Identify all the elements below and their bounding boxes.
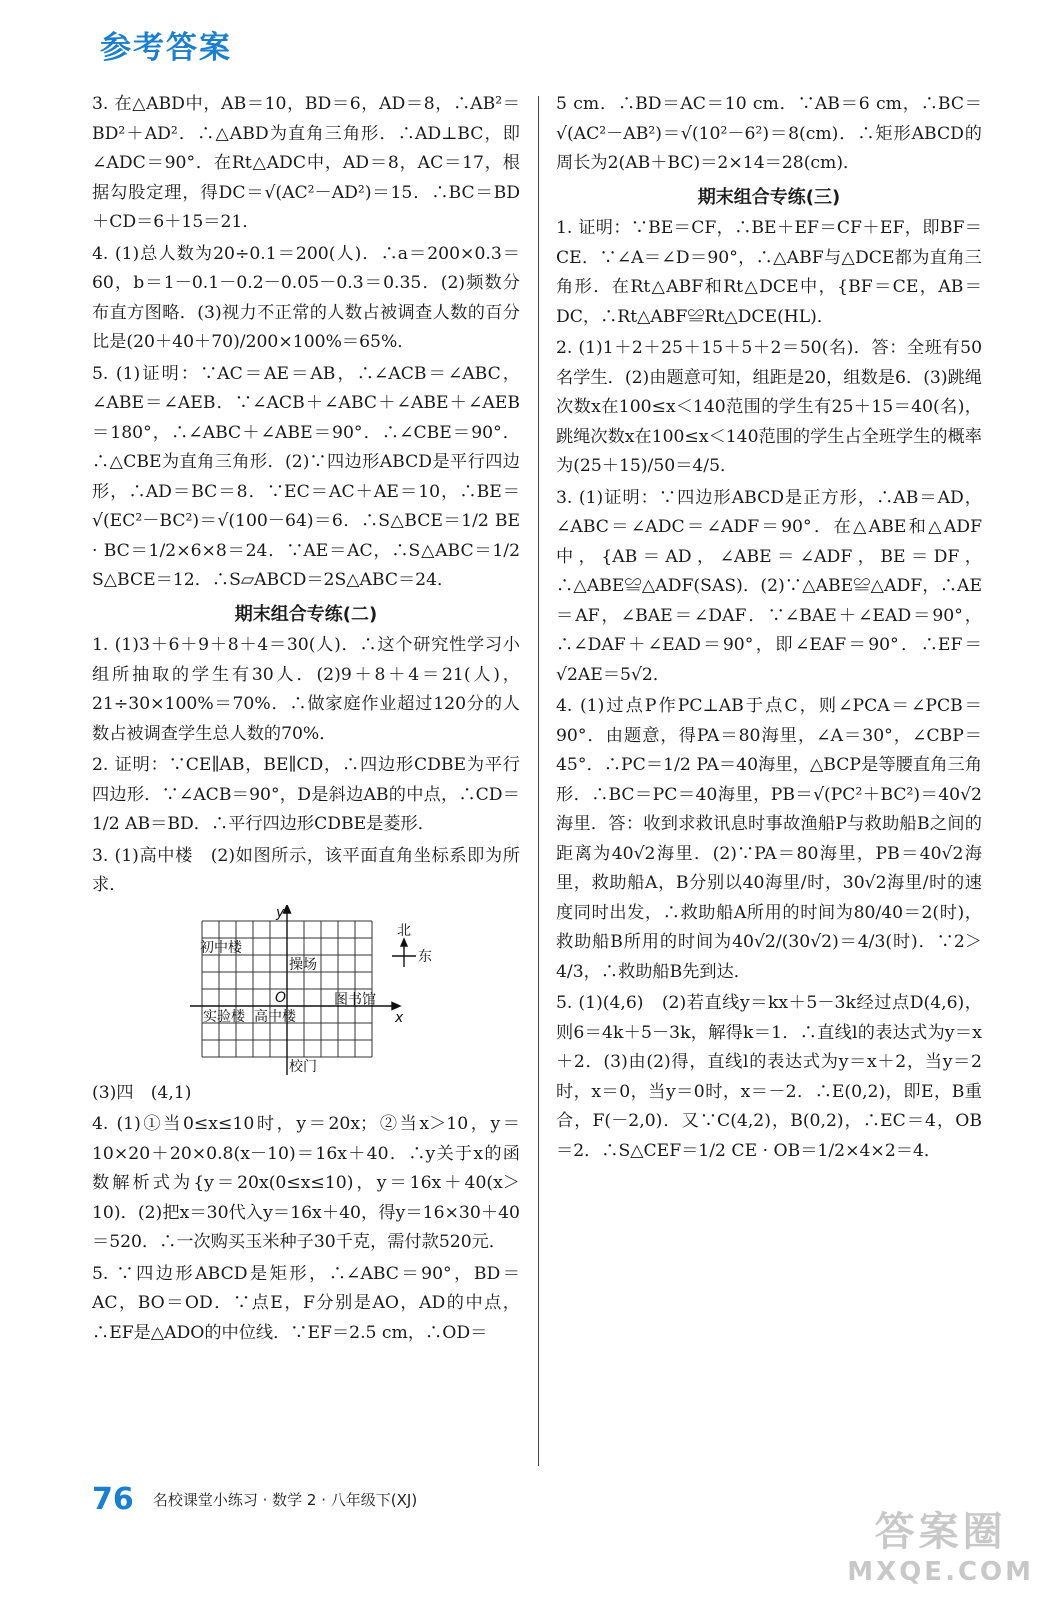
watermark-text: 答案圈 (874, 1509, 1007, 1555)
answer-block: 2. 证明：∵CE∥AB，BE∥CD，∴四边形CDBE为平行四边形．∵∠ACB＝90°，D是斜边AB的中点，∴CD＝1/2 AB＝BD．∴平行四边形CDBE是菱形． (92, 755, 520, 834)
answer-block: 5. (1)(4,6) (2)若直线y＝kx＋5－3k经过点D(4,6)，则6＝4k＋5－3k，解得k＝1．∴直线l的表达式为y＝x＋2．(3)由(2)得，直线l的表达式为y＝x＋2，当y＝2时，x＝0，当y＝0时，x＝－2．∴E(0,2)，即E，B重合，F(－2,0)．又∵C(4,2)，B(0,2)，∴EC＝4，OB＝2．∴S△CEF＝1/2 CE · OB＝1/2×4×2＝4． (556, 993, 982, 1161)
answer-block: 3. (1)高中楼 (2)如图所示，该平面直角坐标系即为所求． (92, 845, 520, 895)
right-column (556, 90, 982, 1168)
book-title: 名校课堂小练习 · 数学 2 · 八年级下(XJ) (152, 1491, 418, 1509)
answer-block: 1. (1)3＋6＋9＋8＋4＝30(人)．∴这个研究性学习小组所抽取的学生有30人．(2)9＋8＋4＝21(人)，21÷30×100%＝70%．∴做家庭作业超过120分的人数占被调查学生总人数的70%． (92, 635, 520, 744)
grid-svg (92, 905, 520, 1075)
origin-label: O (275, 989, 287, 1006)
answer-block: 4. (1)总人数为20÷0.1＝200(人)．∴a＝200×0.3＝60，b＝1－0.1－0.2－0.05－0.3＝0.35．(2)频数分布直方图略．(3)视力不正常的人数占被调查人数的百分比是(20＋40＋70)/200×100%＝65%． (92, 243, 520, 352)
page-footer (92, 1482, 417, 1517)
building-label: 校门 (289, 1058, 317, 1075)
left-column (92, 90, 520, 1350)
answer-block: 4. (1)过点P作PC⊥AB于点C，则∠PCA＝∠PCB＝90°．由题意，得PA＝80海里，∠A＝30°，∠CBP＝45°．∴PC＝1/2 PA＝40海里，△BCP是等腰直角三角形．∴BC＝PC＝40海里，PB＝√(PC²＋BC²)＝40√2海里．答：收到求救讯息时事故渔船P与救助船B之间的距离为40√2海里．(2)∵PA＝80海里，PB＝40√2海里，救助船A，B分别以40海里/时，30√2海里/时的速度同时出发，∴救助船A所用的时间为80/40＝2(时)，救助船B所用的时间为40√2/(30√2)＝4/3(时)．∵2＞4/3，∴救助船B先到达． (556, 696, 982, 982)
page-number: 76 (92, 1482, 134, 1517)
answer-block: 5. ∵四边形ABCD是矩形，∴∠ABC＝90°，BD＝AC，BO＝OD．∵点E，F分别是AO，AD的中点，∴EF是△ADO的中位线．∵EF＝2.5 cm，∴OD＝ (92, 1263, 520, 1343)
watermark-url: MXQE.COM (847, 1557, 1034, 1587)
answer-block: 3. (1)证明：∵四边形ABCD是正方形，∴AB＝AD，∠ABC＝∠ADC＝∠ADF＝90°．在△ABE和△ADF中，{AB＝AD，∠ABE＝∠ADF，BE＝DF，∴△ABE≌△ADF(SAS)．(2)∵△ABE≌△ADF，∴AE＝AF，∠BAE＝∠DAF．∵∠BAE＋∠EAD＝90°，∴∠DAF＋∠EAD＝90°，即∠EAF＝90°．∴EF＝√2AE＝5√2． (556, 487, 982, 685)
answer-block: 2. (1)1＋2＋25＋15＋5＋2＝50(名)．答：全班有50名学生．(2)由题意可知，组距是20，组数是6．(3)跳绳次数x在100≤x＜140范围的学生有25＋15＝40(名)，跳绳次数x在100≤x＜140范围的学生占全班学生的概率为(25＋15)/50＝4/5． (556, 338, 982, 476)
answer-block: 1. 证明：∵BE＝CF，∴BE＋EF＝CF＋EF，即BF＝CE．∵∠A＝∠D＝90°，∴△ABF与△DCE都为直角三角形．在Rt△ABF和Rt△DCE中，{BF＝CE，AB＝DC，∴Rt△ABF≌Rt△DCE(HL)． (556, 218, 982, 327)
section-title: 期末组合专练(二) (234, 603, 378, 625)
compass-icon (392, 939, 416, 967)
answer-block: (3)四 (4,1) (92, 1082, 192, 1103)
north-label: 北 (397, 922, 411, 939)
coordinate-grid-figure (92, 905, 520, 1075)
answer-block: 5. (1)证明：∵AC＝AE＝AB，∴∠ACB＝∠ABC，∠ABE＝∠AEB．∵∠ACB＋∠ABC＋∠ABE＋∠AEB＝180°，∴∠ABC＋∠ABE＝90°．∴∠CBE＝90°．∴△CBE为直角三角形．(2)∵四边形ABCD是平行四边形，∴AD＝BC＝8．∵EC＝AC＋AE＝10，∴BE＝√(EC²－BC²)＝√(100－64)＝6．∴S△BCE＝1/2 BE · BC＝1/2×6×8＝24．∵AE＝AC，∴S△ABC＝1/2 S△BCE＝12．∴S▱ABCD＝2S△ABC＝24． (92, 363, 520, 590)
axes (190, 905, 400, 1075)
answer-block: 5 cm．∴BD＝AC＝10 cm．∵AB＝6 cm，∴BC＝√(AC²－AB²)＝√(10²－6²)＝8(cm)．∴矩形ABCD的周长为2(AB＋BC)＝2×14＝28(cm)． (556, 94, 982, 173)
section-title: 期末组合专练(三) (697, 186, 841, 208)
answer-block: 3. 在△ABD中，AB＝10，BD＝6，AD＝8，∴AB²＝BD²＋AD²．∴△ABD为直角三角形．∴AD⊥BC，即∠ADC＝90°．在Rt△ADC中，AD＝8，AC＝17，根据勾股定理，得DC＝√(AC²－AD²)＝15．∴BC＝BD＋CD＝6＋15＝21． (92, 94, 520, 232)
east-label: 东 (418, 948, 432, 965)
x-axis-label: x (395, 1009, 404, 1026)
building-label: 高中楼 (254, 1008, 296, 1025)
y-axis-label: y (276, 904, 285, 921)
building-label: 初中楼 (200, 939, 242, 956)
page-header-title: 参考答案 (100, 30, 232, 66)
answer-block: 4. (1)①当0≤x≤10时，y＝20x；②当x＞10，y＝10×20＋20×0.8(x－10)＝16x＋40．∴y关于x的函数解析式为{y＝20x(0≤x≤10)，y＝16x＋40(x＞10)．(2)把x＝30代入y＝16x＋40，得y＝16×30＋40＝520．∴一次购买玉米种子30千克，需付款520元． (92, 1114, 520, 1252)
building-label: 实验楼 (203, 1008, 245, 1025)
building-label: 图书馆 (334, 991, 376, 1008)
building-label: 操场 (289, 956, 317, 973)
watermark-logo (847, 1500, 1034, 1587)
column-divider (538, 96, 539, 1466)
